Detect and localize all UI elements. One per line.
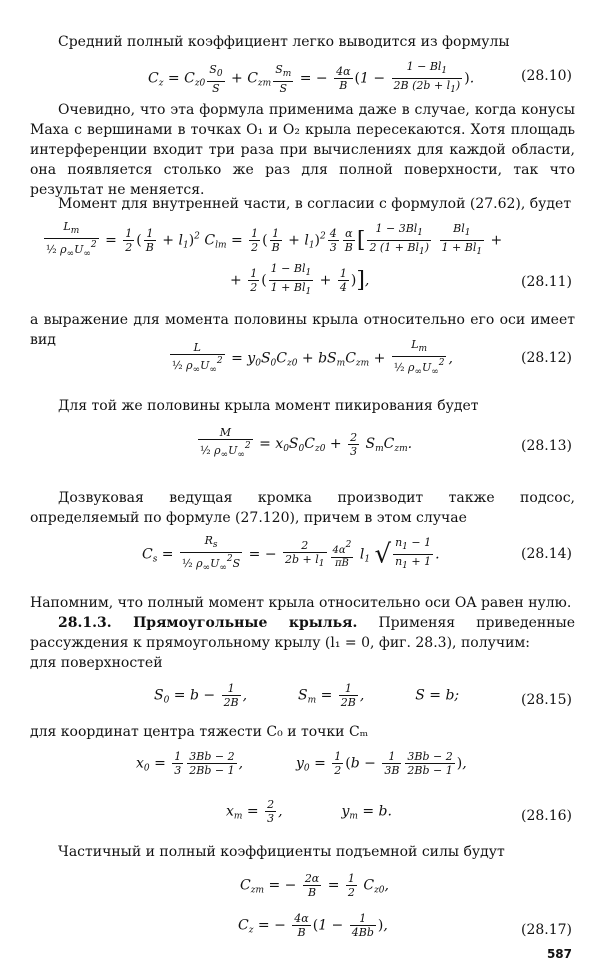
paragraph-lift: Частичный и полный коэффициенты подъемной силы будут xyxy=(58,844,505,860)
paragraph-pitching: Для той же половины крыла момент пикирования будет xyxy=(58,398,479,414)
equation-number: (28.14) xyxy=(520,546,572,562)
equation-number: (28.11) xyxy=(520,274,572,290)
equation-28-16 xyxy=(0,748,600,832)
page-number: 587 xyxy=(546,947,572,961)
equation-28-10 xyxy=(0,58,600,98)
equation-number: (28.16) xyxy=(520,808,572,824)
formula-28-16-line2: $x_m$ = $\frac{2}{3}$ , $y_m = b$. xyxy=(226,798,392,825)
equation-number: (28.12) xyxy=(520,350,572,366)
paragraph-half-wing: а выражение для момента половины крыла относительно его оси имеет вид xyxy=(30,312,575,348)
section-text: Применяя приведенные рассуждения к прямоугольному крылу (l₁ = 0, фиг. 28.3), получим: xyxy=(30,615,575,651)
paragraph-inner-moment: Момент для внутренней части, в согласии с формулой (27.62), будет xyxy=(58,196,572,212)
paragraph-mach-cones: Очевидно, что эта формула применима даже в случае, когда конусы Маха с вершинами в точках O₁ и O₂ крыла пересекаются. Хотя площадь интерференции входит три раза при вычислениях для каждой области, она появляется столько же раз для полной поверхности, так что результат не меняется. xyxy=(30,102,575,198)
paragraph-rectangular xyxy=(30,613,575,653)
paragraph-intro: Средний полный коэффициент легко выводится из формулы xyxy=(58,34,510,50)
equation-number: (28.13) xyxy=(520,438,572,454)
paragraph-total-moment: Напомним, что полный момент крыла относительно оси OA равен нулю. xyxy=(30,595,572,611)
formula-28-11-line1: $\frac{L_m}{\frac{1}{2} \rho_\infty U_\infty^2}$ = $\frac{1}{2}$ ( $\frac{1}{B}$ + $l_1)^2$ $C_{lm}$ = $\frac{1}{2}$ ( $\frac{1}{B}$ + $l_1)^2$ $\frac{4}{3}$ $\frac{\alpha}{B}$ [ $\frac{1 - 3Bl_1}{2 (1 + Bl_1)}$ $\frac{Bl_1}{1 + Bl_1}$ + xyxy=(46,220,503,259)
formula-28-14: $C_s$ = $\frac{R_s}{\frac{1}{2} \rho_\infty U_\infty^2S}$ = − $\frac{2}{2b + l_1}$ $\frac{4\alpha 2}{\pi B}$ $l_1$ √ $\frac{n_1 - 1}{n_1 + 1}$ . xyxy=(142,534,440,573)
paragraph-suction: Дозвуковая ведущая кромка производит также подсос, определяемый по формуле (27.120), причем в этом случае xyxy=(30,490,575,526)
paragraph-surfaces: для поверхностей xyxy=(30,655,163,671)
equation-28-17 xyxy=(0,868,600,948)
formula-28-13: $\frac{M}{\frac{1}{2} \rho_\infty U_\infty^2}$ = $x_0S_0C_{z0}$ + $\frac{2}{3}$ $S_mC_{zm}$. xyxy=(200,426,413,460)
equation-28-11 xyxy=(0,216,600,296)
equation-number: (28.15) xyxy=(520,692,572,708)
formula-28-15: $S_0 = b$ − $\frac{1}{2B}$ , $S_m$ = $\frac{1}{2B}$ , S = b; xyxy=(154,682,460,709)
formula-28-16-line1: $x_0$ = $\frac{1}{3}$ $\frac{3Bb - 2}{2Bb - 1}$ , $y_0$ = $\frac{1}{2}$ (b − $\frac{1}{3B}$ $\frac{3Bb - 2}{2Bb - 1}$ ), xyxy=(136,750,467,777)
formula-28-17-line2: $C_z$ = − $\frac{4\alpha}{B}$ (1 − $\frac{1}{4Bb}$ ), xyxy=(238,912,388,939)
equation-number: (28.10) xyxy=(520,68,572,84)
equation-28-14 xyxy=(0,532,600,580)
equation-28-13 xyxy=(0,424,600,470)
formula-28-10: $C_z = C_{z0}$ $\frac{S_0}{S}$ + $C_{zm}$ $\frac{S_m}{S}$ = − $\frac{4\alpha}{B}$ (1 − $\frac{1 - Bl_1}{2B (2b + l_1)}$ ). xyxy=(148,60,475,95)
equation-28-15 xyxy=(0,680,600,720)
section-heading: 28.1.3. Прямоугольные крылья. xyxy=(58,615,358,631)
formula-28-17-line1: $C_{zm}$ = − $\frac{2\alpha}{B}$ = $\frac{1}{2}$ $C_{z0}$, xyxy=(240,872,389,899)
equation-28-12 xyxy=(0,336,600,382)
equation-number: (28.17) xyxy=(520,922,572,938)
formula-28-11-line2: + $\frac{1}{2}$ ( $\frac{1 - Bl_1}{1 + Bl_1}$ + $\frac{1}{4}$ )], xyxy=(230,262,370,297)
paragraph-centroid: для координат центра тяжести C₀ и точки Cₘ xyxy=(30,724,369,740)
formula-28-12: $\frac{L}{\frac{1}{2} \rho_\infty U_\infty^2}$ = $y_0S_0C_{z0} + bS_mC_{zm}$ + $\frac{L_m}{\frac{1}{2} \rho_\infty U_\infty^2}$ , xyxy=(172,338,453,377)
